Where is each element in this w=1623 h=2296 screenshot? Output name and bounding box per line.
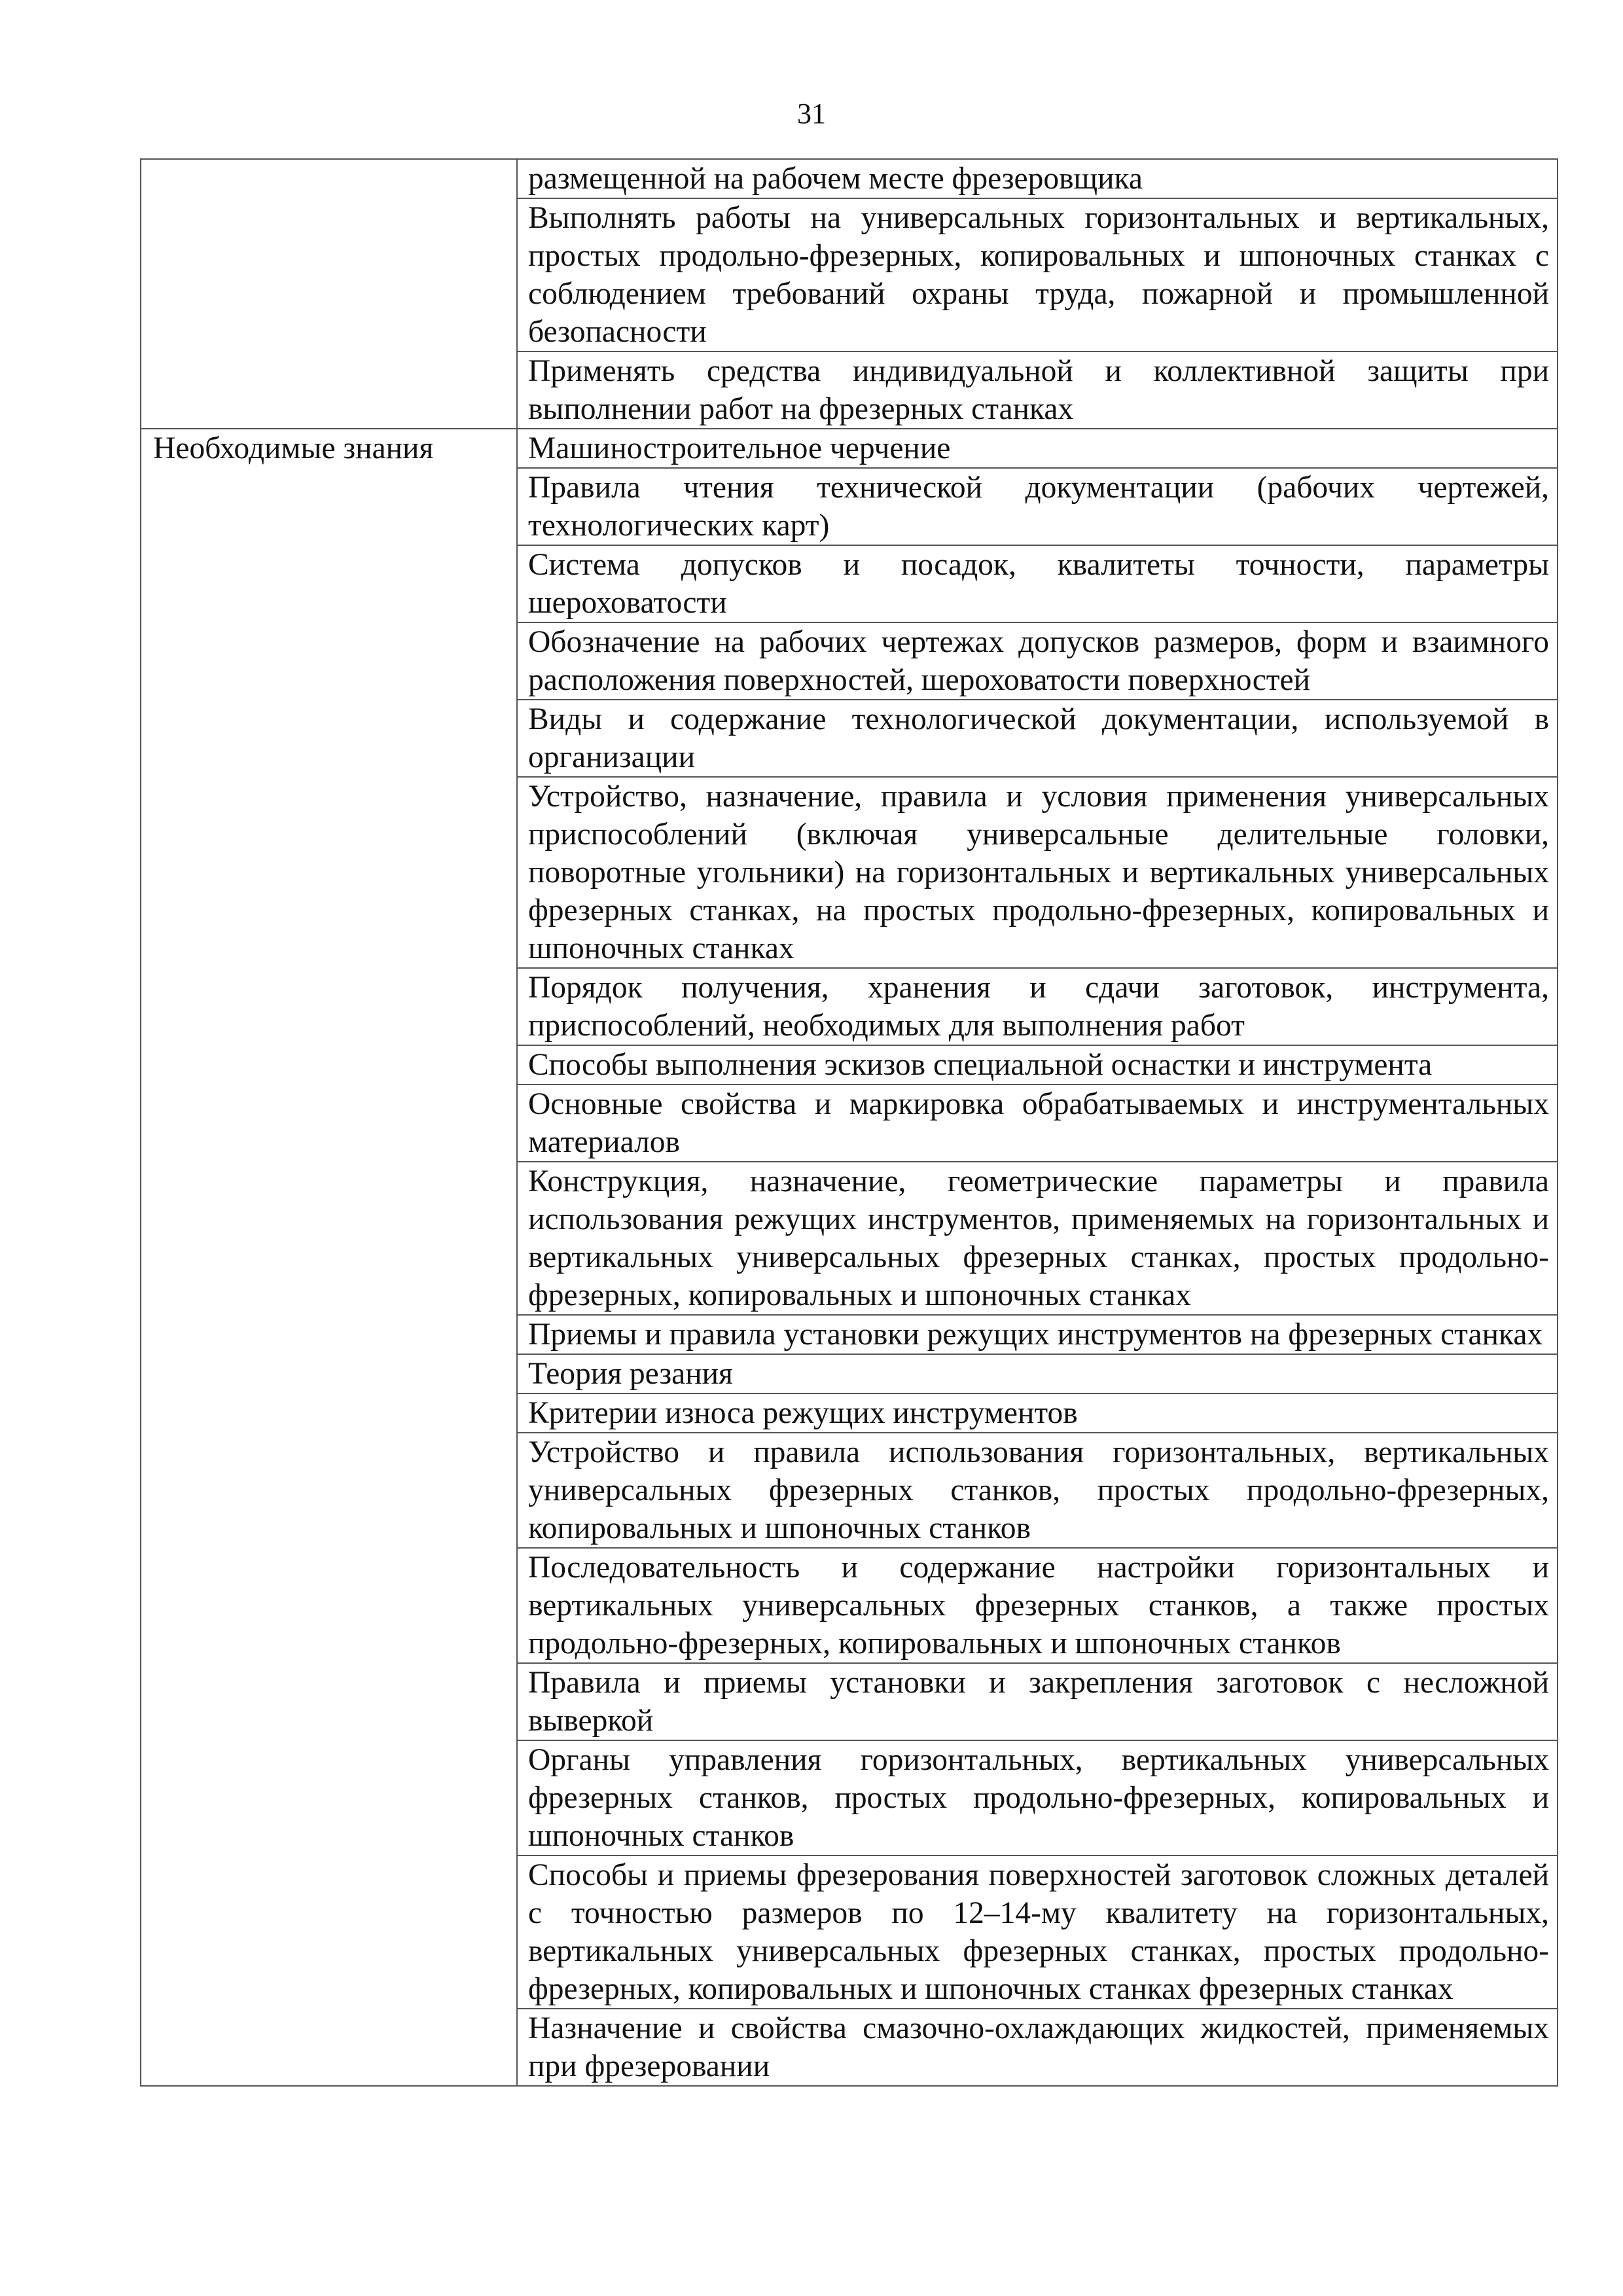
requirement-item: Виды и содержание технологической документации, используемой в организации — [517, 700, 1558, 777]
requirement-item: Приемы и правила установки режущих инструментов на фрезерных станках — [517, 1315, 1558, 1354]
requirement-item: Выполнять работы на универсальных горизонтальных и вертикальных, простых продольно-фрезерных, копировальных и шпоночных станках с соблюдением требований охраны труда, пожарной и промышленной безопасности — [517, 198, 1558, 351]
requirement-item: Органы управления горизонтальных, вертикальных универсальных фрезерных станков, простых продольно-фрезерных, копировальных и шпоночных станков — [517, 1740, 1558, 1856]
requirement-item: Машиностроительное черчение — [517, 429, 1558, 468]
requirement-item: размещенной на рабочем месте фрезеровщика — [517, 159, 1558, 198]
requirement-item: Теория резания — [517, 1354, 1558, 1393]
page-number: 31 — [797, 98, 826, 130]
section-label-cell — [141, 159, 517, 429]
requirement-item: Обозначение на рабочих чертежах допусков размеров, форм и взаимного расположения поверхностей, шероховатости поверхностей — [517, 622, 1558, 700]
table-body — [141, 159, 1558, 2086]
requirement-item: Правила и приемы установки и закрепления заготовок с несложной выверкой — [517, 1663, 1558, 1740]
requirement-item: Основные свойства и маркировка обрабатываемых и инструментальных материалов — [517, 1085, 1558, 1162]
requirement-item: Правила чтения технической документации (рабочих чертежей, технологических карт) — [517, 468, 1558, 545]
requirements-table — [140, 158, 1558, 2087]
requirement-item: Устройство и правила использования горизонтальных, вертикальных универсальных фрезерных станков, простых продольно-фрезерных, копировальных и шпоночных станков — [517, 1433, 1558, 1548]
requirement-item: Применять средства индивидуальной и коллективной защиты при выполнении работ на фрезерных станках — [517, 351, 1558, 429]
requirement-item: Последовательность и содержание настройки горизонтальных и вертикальных универсальных фрезерных станков, а также простых продольно-фрезерных, копировальных и шпоночных станков — [517, 1548, 1558, 1663]
section-label-cell: Необходимые знания — [141, 429, 517, 2086]
requirement-item: Система допусков и посадок, квалитеты точности, параметры шероховатости — [517, 545, 1558, 622]
requirement-item: Способы и приемы фрезерования поверхностей заготовок сложных деталей с точностью размеров по 12–14-му квалитету на горизонтальных, вертикальных универсальных фрезерных станках, простых продольно-фрезерных, копировальных и шпоночных станках фрезерных станках — [517, 1856, 1558, 2009]
requirement-item: Назначение и свойства смазочно-охлаждающих жидкостей, применяемых при фрезеровании — [517, 2009, 1558, 2086]
requirement-item: Устройство, назначение, правила и условия применения универсальных приспособлений (включая универсальные делительные головки, поворотные угольники) на горизонтальных и вертикальных универсальных фрезерных станках, на простых продольно-фрезерных, копировальных и шпоночных станках — [517, 777, 1558, 968]
requirement-item: Способы выполнения эскизов специальной оснастки и инструмента — [517, 1045, 1558, 1085]
table-row — [141, 429, 1558, 468]
requirement-item: Конструкция, назначение, геометрические параметры и правила использования режущих инструментов, применяемых на горизонтальных и вертикальных универсальных фрезерных станках, простых продольно-фрезерных, копировальных и шпоночных станках — [517, 1162, 1558, 1315]
requirement-item: Критерии износа режущих инструментов — [517, 1393, 1558, 1433]
table-row — [141, 159, 1558, 198]
requirement-item: Порядок получения, хранения и сдачи заготовок, инструмента, приспособлений, необходимых для выполнения работ — [517, 968, 1558, 1045]
